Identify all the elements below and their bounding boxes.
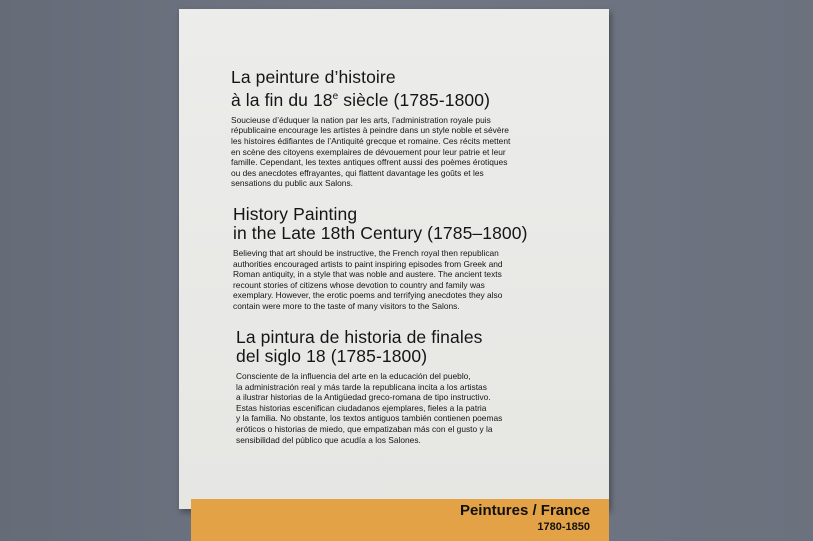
spanish-body-line: y la familia. No obstante, los textos antiguos también contienen poemas — [236, 413, 503, 424]
spanish-body-line: Estas historias escenifican ciudadanos ejemplares, fieles a la patria — [236, 402, 487, 413]
english-body-line: Believing that art should be instructive, the French royal then republican — [233, 248, 499, 258]
french-body-line: en scène des citoyens exemplaires de dévouement pour leur patrie et leur — [231, 146, 506, 157]
french-body-line: les histoires édifiantes de l’Antiquité grecque et romaine. Ces récits mettent — [231, 136, 511, 147]
french-body-line: sensations du public aux Salons. — [231, 178, 353, 189]
category-dates: 1780-1850 — [537, 521, 590, 533]
spanish-title-line-1: La pintura de historia de finales — [236, 327, 483, 347]
english-body-line: authorities encouraged artists to paint inspiring episodes from Greek and — [233, 258, 503, 269]
english-title-line-2: in the Late 18th Century (1785–1800) — [233, 223, 528, 243]
spanish-title-line-2: del siglo 18 (1785-1800) — [236, 346, 428, 366]
category-band — [191, 499, 609, 541]
french-body-line: ou des anecdotes effrayantes, qui flattent davantage les goûts et les — [231, 167, 484, 178]
french-body-line: Soucieuse d’éduquer la nation par les arts, l’administration royale puis — [231, 114, 491, 125]
category-title: Peintures / France — [459, 502, 590, 519]
spanish-body-line: sensibilidad del público que acudía a los Salones. — [236, 434, 421, 445]
french-body-line: famille. Cependant, les textes antiques offrent aussi des poèmes érotiques — [231, 157, 508, 168]
french-body — [231, 115, 591, 189]
french-title-line-2: à la fin du 18e siècle (1785-1800) — [231, 89, 491, 110]
english-title-line-1: History Painting — [233, 204, 358, 224]
spanish-body-line: a ilustrar historias de la Antigüedad greco-romana de tipo instructivo. — [236, 392, 491, 403]
spanish-body — [236, 371, 596, 445]
french-section — [231, 68, 591, 189]
english-body-line: exemplary. However, the erotic poems and terrifying anecdotes they also — [233, 290, 503, 301]
french-title — [231, 68, 591, 110]
spanish-title — [236, 328, 596, 366]
french-body-line: républicaine encourage les artistes à peindre dans un style noble et sévère — [231, 125, 509, 136]
english-section — [233, 205, 593, 312]
spanish-body-line: eróticos o historias de miedo, que empatizaban más con el gusto y la — [236, 423, 493, 434]
english-title — [233, 205, 593, 243]
english-body-line: recount stories of citizens whose devotion to country and family was — [233, 279, 485, 290]
english-body-line: Roman antiquity, in a style that was noble and austere. The ancient texts — [233, 269, 502, 280]
english-body-line: contain were more to the taste of many visitors to the Salons. — [233, 300, 460, 311]
spanish-section — [236, 328, 596, 445]
spanish-body-line: Consciente de la influencia del arte en la educación del pueblo, — [236, 371, 471, 381]
english-body — [233, 248, 593, 312]
spanish-body-line: la administración real y más tarde la republicana incita a los artistas — [236, 381, 487, 392]
french-title-line-1: La peinture d’histoire — [231, 67, 396, 87]
